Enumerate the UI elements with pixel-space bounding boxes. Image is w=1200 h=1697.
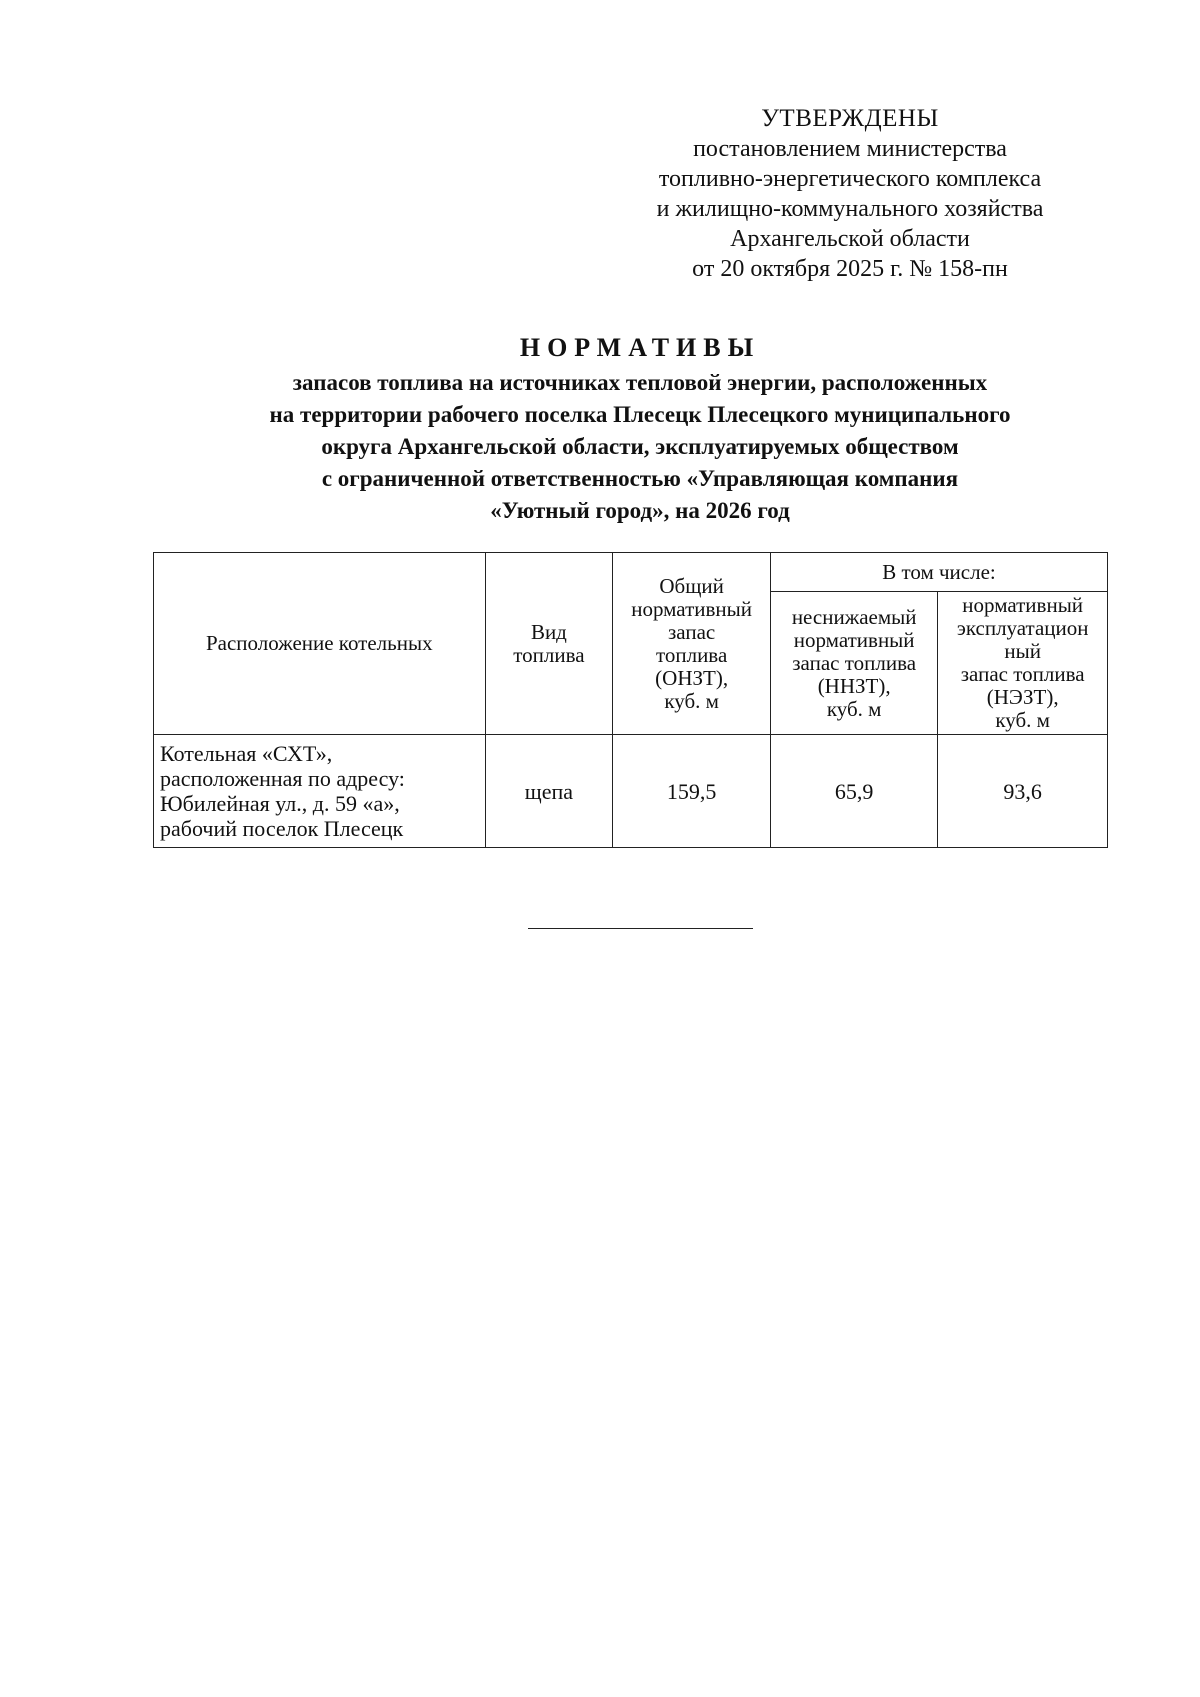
header-total-reserve: Общий нормативный запас топлива (ОНЗТ), куб. м [613,553,771,735]
document-subtitle-line: округа Архангельской области, эксплуатируемых обществом [321,434,959,459]
approval-line: Архангельской области [730,226,970,252]
fuel-norms-table [153,552,1108,848]
header-nnzt: неснижаемый нормативный запас топлива (ННЗТ), куб. м [770,592,937,735]
document-subtitle-line: на территории рабочего поселка Плесецк Плесецкого муниципального [269,402,1011,427]
approval-line: от 20 октября 2025 г. № 158-пн [692,256,1008,282]
document-title: НОРМАТИВЫ [519,333,761,362]
header-including: В том числе: [770,553,1107,592]
cell-nezt: 93,6 [938,735,1108,848]
table-header-row [154,553,1108,592]
document-subtitle-line: с ограниченной ответственностью «Управляющая компания [321,466,959,491]
approval-block [620,104,1080,284]
header-nezt: нормативный эксплуатацион ный запас топлива (НЭЗТ), куб. м [938,592,1108,735]
cell-fuel-type: щепа [485,735,613,848]
document-subtitle-line: «Уютный город», на 2026 год [490,498,790,523]
document-subtitle-line: запасов топлива на источниках тепловой энергии, расположенных [292,370,988,395]
table-header [154,553,1108,735]
end-divider-line [528,928,753,929]
cell-location: Котельная «СХТ», расположенная по адресу: Юбилейная ул., д. 59 «а», рабочий поселок Плесецк [154,735,486,848]
header-fuel-type: Вид топлива [485,553,613,735]
header-location: Расположение котельных [154,553,486,735]
approval-heading: УТВЕРЖДЕНЫ [761,105,939,132]
cell-nnzt: 65,9 [770,735,937,848]
document-title-block [140,330,1140,526]
cell-total-reserve: 159,5 [613,735,771,848]
approval-line: и жилищно-коммунального хозяйства [656,196,1044,222]
table-body [154,735,1108,848]
approval-line: постановлением министерства [693,136,1007,162]
table-row [154,735,1108,848]
approval-line: топливно-энергетического комплекса [658,166,1042,192]
